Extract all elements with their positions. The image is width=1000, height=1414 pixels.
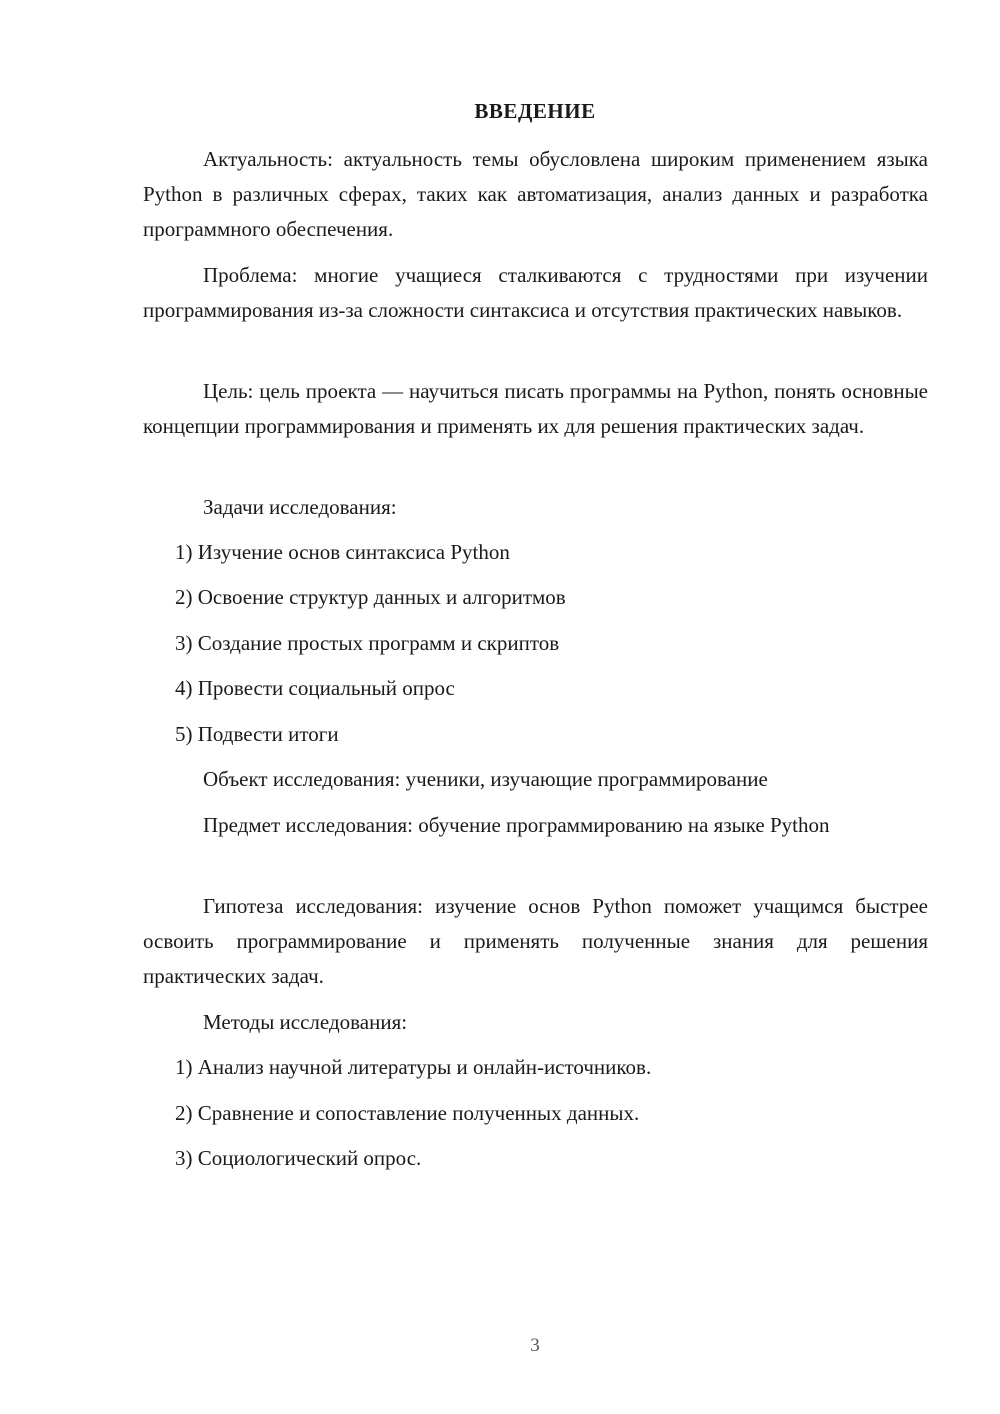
paragraph-object: Объект исследования: ученики, изучающие программирование — [203, 767, 768, 791]
page-number: 3 — [530, 1335, 540, 1356]
tasks-heading: Задачи исследования: — [203, 495, 397, 519]
task-item: 5) Подвести итоги — [175, 722, 339, 746]
method-item: 3) Социологический опрос. — [175, 1146, 422, 1170]
task-item: 1) Изучение основ синтаксиса Python — [175, 540, 510, 564]
paragraph-hypothesis: Гипотеза исследования: изучение основ Python поможет учащимся быстрее освоить программирование и применять полученные знания для решения практических задач. — [143, 894, 928, 988]
paragraph-relevance: Актуальность: актуальность темы обусловлена широким применением языка Python в различных сферах, таких как автоматизация, анализ данных и разработка программного обеспечения. — [143, 147, 928, 241]
method-item: 1) Анализ научной литературы и онлайн-источников. — [175, 1055, 652, 1079]
methods-heading: Методы исследования: — [203, 1010, 408, 1034]
section-title: ВВЕДЕНИЕ — [474, 99, 596, 123]
task-item: 3) Создание простых программ и скриптов — [175, 631, 560, 655]
paragraph-problem: Проблема: многие учащиеся сталкиваются с трудностями при изучении программирования из-за сложности синтаксиса и отсутствия практических навыков. — [143, 263, 928, 322]
paragraph-subject: Предмет исследования: обучение программированию на языке Python — [203, 813, 830, 837]
task-item: 4) Провести социальный опрос — [175, 676, 455, 700]
task-item: 2) Освоение структур данных и алгоритмов — [175, 585, 566, 609]
paragraph-goal: Цель: цель проекта — научиться писать программы на Python, понять основные концепции программирования и применять их для решения практических задач. — [143, 379, 928, 438]
method-item: 2) Сравнение и сопоставление полученных данных. — [175, 1101, 640, 1125]
